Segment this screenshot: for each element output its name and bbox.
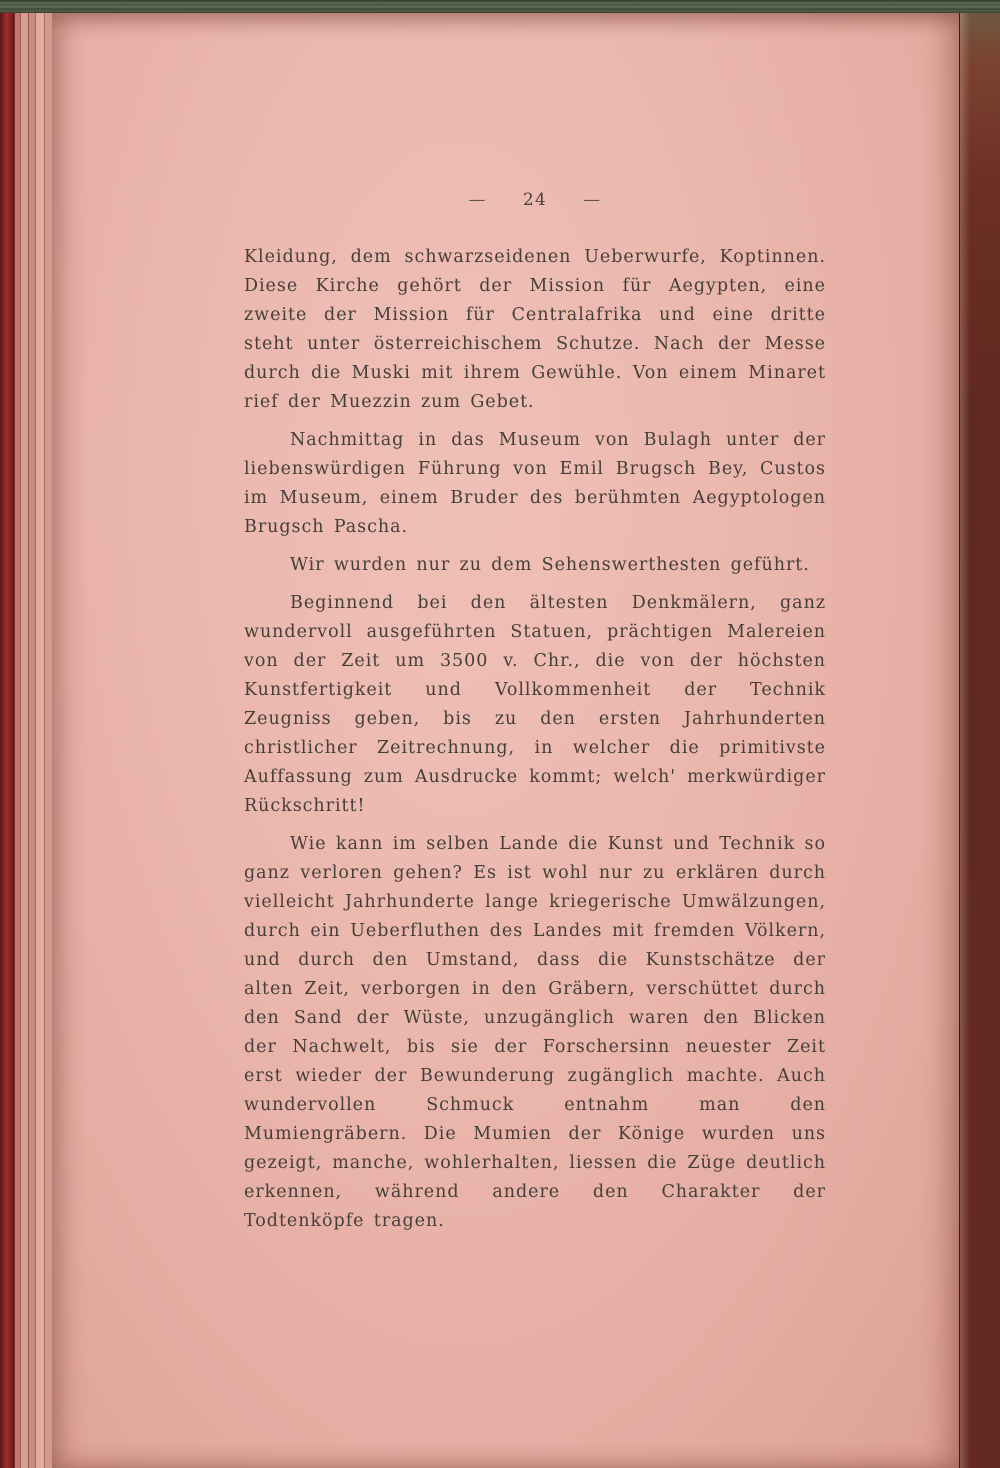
paragraph: Nachmittag in das Museum von Bulagh unter der liebenswürdigen Führung von Emil Brugsch Bey, Custos im Museum, einem Bruder des berühmten Aegyptologen Brugsch Pascha. <box>244 430 826 537</box>
page-number <box>244 189 826 211</box>
book-binding <box>0 0 14 1468</box>
page-number-value: 24 <box>522 190 548 210</box>
book-page <box>52 13 960 1468</box>
page-number-dash-left: — <box>468 190 487 210</box>
paragraph: Kleidung, dem schwarzseidenen Ueberwurfe, Koptinnen. Diese Kirche gehört der Mission für Aegypten, eine zweite der Mission für Centralafrika und eine dritte steht unter österreichischem Schutze. Nach der Messe durch die Muski mit ihrem Gewühle. Von einem Minaret rief der Muezzin zum Gebet. <box>244 247 826 412</box>
paragraph: Beginnend bei den ältesten Denkmälern, ganz wundervoll ausgeführten Statuen, prächtigen Malereien von der Zeit um 3500 v. Chr., die von der höchsten Kunstfertigkeit und Vollkommenheit der Technik Zeugniss geben, bis zu den ersten Jahrhunderten christlicher Zeitrechnung, in welcher die primitivste Auffassung zum Ausdrucke kommt; welch' merkwürdiger Rückschritt! <box>244 593 826 816</box>
paragraph: Wir wurden nur zu dem Sehenswerthesten geführt. <box>290 555 810 575</box>
book-fore-edge <box>959 13 1000 1468</box>
paragraph: Wie kann im selben Lande die Kunst und Technik so ganz verloren gehen? Es ist wohl nur zu erklären durch vielleicht Jahrhunderte lange kriegerische Umwälzungen, durch ein Ueberfluthen des Landes mit fremden Völkern, und durch den Umstand, dass die Kunstschätze der alten Zeit, verborgen in den Gräbern, verschüttet durch den Sand der Wüste, unzugänglich waren den Blicken der Nachwelt, bis sie der Forschersinn neuester Zeit erst wieder der Bewunderung zugänglich machte. Auch wundervollen Schmuck entnahm man den Mumiengräbern. Die Mumien der Könige wurden uns gezeigt, manche, wohlerhalten, liessen die Züge deutlich erkennen, während andere den Charakter der Todtenköpfe tragen. <box>244 834 826 1231</box>
book-cover-top-edge <box>0 0 1000 13</box>
page-number-dash-right: — <box>583 190 602 210</box>
text-block <box>244 189 826 1236</box>
